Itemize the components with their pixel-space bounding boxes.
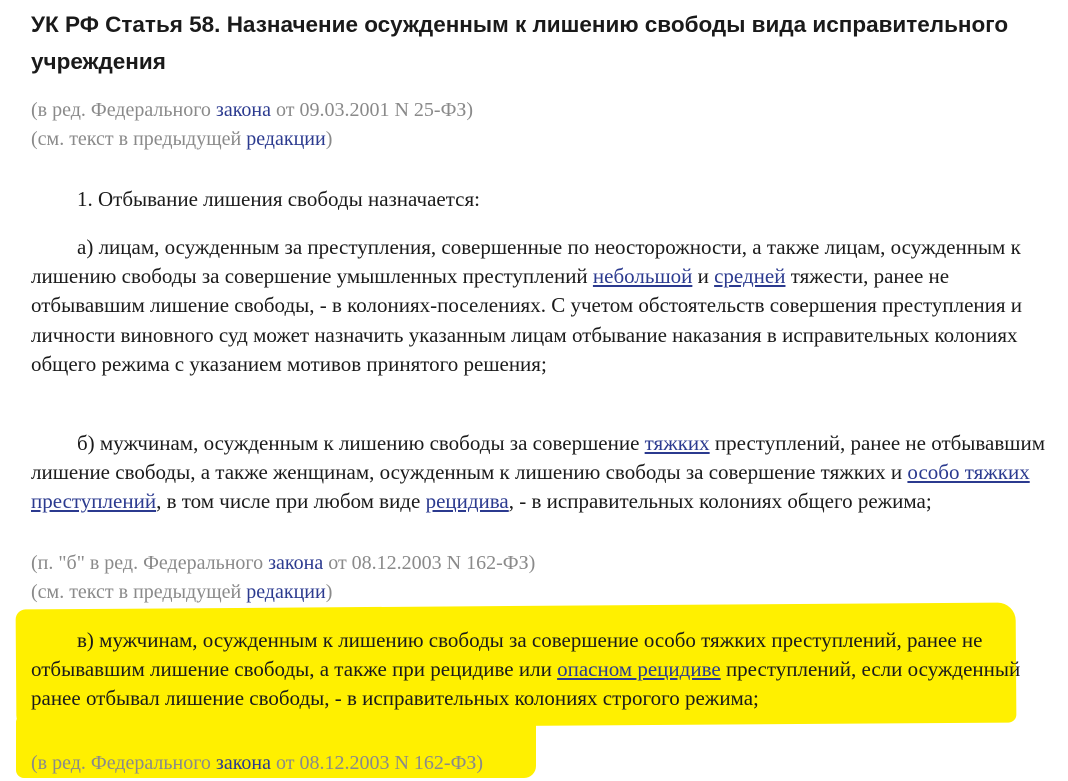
clause-1: 1. Отбывание лишения свободы назначается: bbox=[77, 187, 480, 211]
especially-grave-crimes-link[interactable]: особо тяжких преступлений bbox=[31, 460, 1030, 514]
article-title: УК РФ Статья 58. Назначение осужденным к лишению свободы вида исправительного учреждения bbox=[31, 12, 1009, 74]
dangerous-recidivism-link[interactable]: опасном рецидиве bbox=[557, 657, 721, 682]
small-gravity-link[interactable]: небольшой bbox=[592, 264, 693, 289]
top-edition-notes bbox=[31, 96, 1051, 154]
law-link[interactable]: закона bbox=[268, 552, 324, 574]
item-b: б) мужчинам, осужденным к лишению свободы за совершение тяжких преступлений, ранее не отбывавшим лишение свободы, а также женщинам, осужденным к лишению свободы за совершение тяжких и особо тяжких преступлений, в том числе при любом виде рецидива, - в исправительных колониях общего режима; bbox=[31, 431, 1045, 514]
previous-edition-link[interactable]: редакции bbox=[246, 128, 326, 150]
item-b-notes bbox=[31, 549, 1051, 607]
medium-gravity-link[interactable]: средней bbox=[714, 264, 786, 289]
recidivism-link[interactable]: рецидива bbox=[425, 489, 509, 514]
law-link[interactable]: закона bbox=[215, 99, 271, 121]
edition-note: (в ред. Федерального закона от 09.03.2001 N 25-ФЗ) bbox=[31, 99, 474, 121]
law-link[interactable]: закона bbox=[215, 752, 271, 774]
previous-edition-link[interactable]: редакции bbox=[246, 581, 326, 603]
grave-crimes-link[interactable]: тяжких bbox=[644, 431, 710, 455]
item-a: а) лицам, осужденным за преступления, совершенные по неосторожности, а также лицам, осужденным к лишению свободы за совершение умышленных преступлений небольшой и средней тяжести, ранее не отбывавшим лишение свободы, - в колониях-поселениях. С учетом обстоятельств совершения преступления и личности виновного суд может назначить указанным лицам отбывание наказания в исправительных колониях общего режима с указанием мотивов принятого решения; bbox=[31, 235, 1023, 376]
item-v: в) мужчинам, осужденным к лишению свободы за совершение особо тяжких преступлений, ранее не отбывавшим лишение свободы, а также при рецидиве или опасном рецидиве преступлений, если осужденный ранее отбывал лишение свободы, - в исправительных колониях строгого режима; bbox=[31, 628, 1021, 711]
previous-text-note: (см. текст в предыдущей редакции) bbox=[31, 128, 333, 150]
item-v-edition-note: (в ред. Федерального закона от 08.12.2003 N 162-ФЗ) bbox=[31, 752, 484, 774]
item-b-previous-text-note: (см. текст в предыдущей редакции) bbox=[31, 581, 333, 603]
item-b-edition-note: (п. "б" в ред. Федерального закона от 08.12.2003 N 162-ФЗ) bbox=[31, 552, 536, 574]
item-v-notes bbox=[31, 749, 1051, 778]
